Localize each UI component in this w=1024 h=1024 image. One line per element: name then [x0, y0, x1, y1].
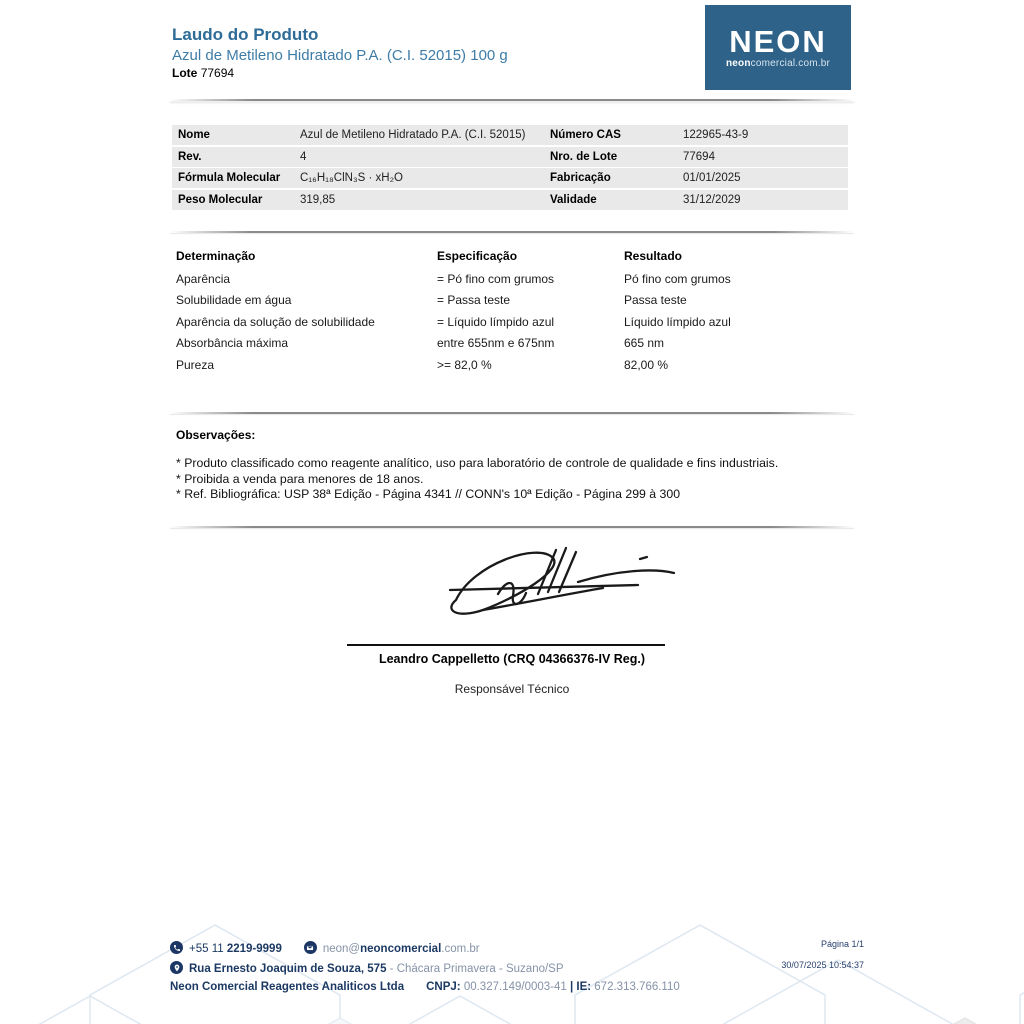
table-row [172, 147, 848, 167]
logo-website-bold: neon [725, 57, 751, 69]
section-divider [170, 231, 854, 233]
signature-line [347, 644, 665, 646]
footer-company-line [170, 981, 680, 993]
field-value: 122965-43-9 [683, 129, 749, 141]
signature-image [438, 542, 682, 634]
result-cell: 665 nm [624, 336, 665, 350]
neon-logo [705, 5, 851, 90]
result-cell: Líquido límpido azul [624, 314, 731, 329]
observations-section [176, 428, 836, 503]
determination-cell: Aparência [176, 271, 231, 286]
determination-cell: Aparência da solução de solubilidade [176, 314, 375, 329]
email-user: neon@ [322, 943, 361, 955]
company-name: Neon Comercial Reagentes Analiticos Ltda [170, 981, 405, 993]
table-row [176, 333, 840, 355]
column-header: Especificação [437, 249, 518, 263]
determinations-table [176, 246, 840, 376]
phone-prefix: +55 11 [189, 943, 227, 955]
footer-contact-line [170, 941, 480, 955]
lot-value: 77694 [200, 66, 235, 80]
table-row [176, 290, 840, 312]
table-header-row [176, 246, 840, 268]
result-cell: Pó fino com grumos [624, 271, 731, 286]
cnpj-label: CNPJ: [426, 981, 461, 993]
determination-cell: Solubilidade em água [176, 293, 292, 307]
field-value: 01/01/2025 [683, 172, 741, 184]
section-divider [170, 412, 854, 414]
product-info-table [172, 125, 848, 211]
table-row [172, 125, 848, 145]
field-label: Peso Molecular [178, 193, 263, 206]
email-icon [304, 941, 317, 954]
phone-icon [170, 941, 183, 954]
field-value: Azul de Metileno Hidratado P.A. (C.I. 52015) [300, 129, 526, 141]
table-row [176, 312, 840, 334]
page-number: Página 1/1 [820, 939, 864, 949]
logo-website-rest: comercial.com.br [750, 57, 830, 69]
field-label: Rev. [178, 150, 202, 163]
logo-wordmark: NEON [729, 23, 827, 59]
specification-cell: >= 82,0 % [437, 357, 492, 372]
specification-cell: entre 655nm e 675nm [437, 336, 555, 350]
ie-label: IE: [573, 981, 592, 993]
observation-item: * Ref. Bibliográfica: USP 38ª Edição - Página 4341 // CONN's 10ª Edição - Página 299 à 300 [176, 487, 681, 502]
specification-cell: = Pó fino com grumos [437, 271, 555, 286]
table-row [176, 355, 840, 377]
header-divider [170, 99, 854, 101]
column-header: Resultado [624, 249, 683, 263]
address-district: - Chácara Primavera - Suzano/SP [386, 963, 564, 975]
table-row [172, 190, 848, 210]
ie-value: 672.313.766.110 [591, 981, 680, 993]
field-label: Fabricação [550, 172, 611, 184]
determination-cell: Pureza [176, 357, 215, 372]
table-row [176, 269, 840, 291]
email-suffix: .com.br [441, 943, 480, 955]
observations-title: Observações: [176, 428, 256, 442]
print-datetime: 30/07/2025 10:54:37 [781, 960, 864, 970]
field-label: Número CAS [550, 129, 621, 141]
specification-cell: = Passa teste [437, 293, 511, 307]
section-divider [170, 526, 854, 528]
logo-website [726, 58, 830, 69]
table-row [172, 168, 848, 188]
field-label: Nome [178, 129, 210, 141]
lot-label: Lote [172, 66, 198, 80]
street-address: Rua Ernesto Joaquim de Souza, 575 [189, 963, 387, 975]
field-value: 319,85 [300, 193, 336, 206]
page-title: Laudo do Produto [172, 25, 319, 44]
result-cell: 82,00 % [624, 357, 669, 372]
signatory-name: Leandro Cappelletto (CRQ 04366376-IV Reg.) [378, 652, 646, 666]
field-value: 77694 [683, 150, 715, 163]
separator: | [569, 981, 574, 993]
signatory-role: Responsável Técnico [454, 682, 570, 696]
field-value: C₁₆H₁₈ClN₃S · xH₂O [300, 172, 403, 184]
field-label: Nro. de Lote [550, 150, 618, 163]
location-pin-icon [170, 961, 183, 974]
result-cell: Passa teste [624, 293, 687, 307]
page-info-block [781, 939, 864, 970]
field-value: 31/12/2029 [683, 193, 741, 206]
product-subtitle: Azul de Metileno Hidratado P.A. (C.I. 52015) 100 g [172, 47, 508, 64]
phone-number: 2219-9999 [226, 943, 282, 955]
lot-line [172, 66, 234, 80]
field-label: Fórmula Molecular [178, 172, 281, 184]
column-header: Determinação [176, 249, 256, 263]
field-label: Validade [550, 193, 597, 206]
field-value: 4 [300, 150, 307, 163]
observation-item: * Proibida a venda para menores de 18 anos. [176, 471, 424, 486]
email-domain: neoncomercial [360, 943, 442, 955]
footer-address-line [170, 961, 564, 975]
cnpj-value: 00.327.149/0003-41 [460, 981, 570, 993]
observation-item: * Produto classificado como reagente analítico, uso para laboratório de controle de qualidade e fins industriais. [176, 456, 779, 470]
specification-cell: = Líquido límpido azul [437, 314, 555, 329]
determination-cell: Absorbância máxima [176, 336, 289, 350]
